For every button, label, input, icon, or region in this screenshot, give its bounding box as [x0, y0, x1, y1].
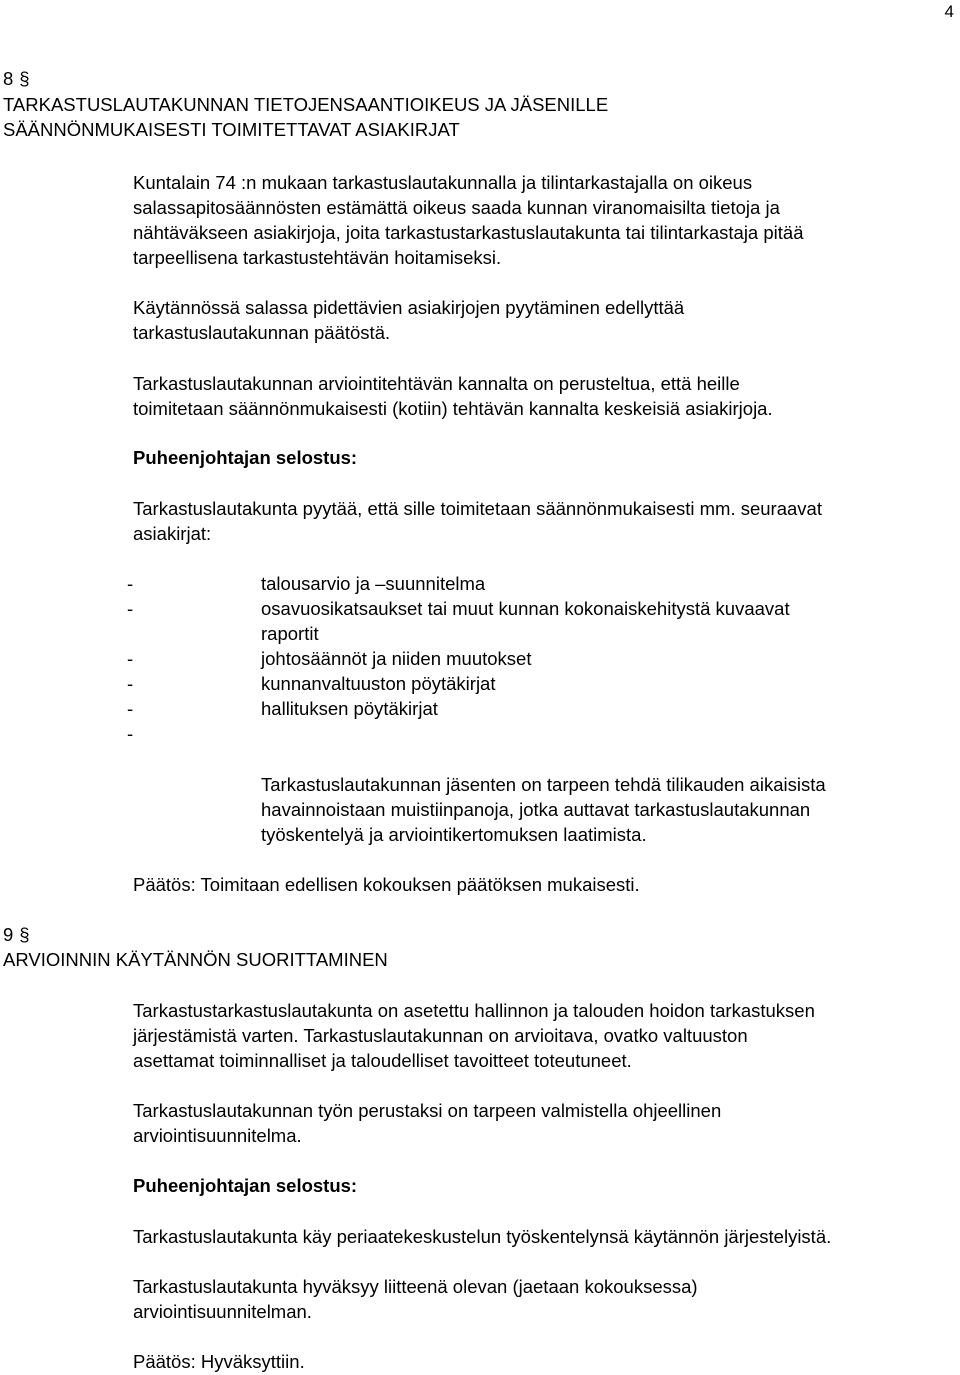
decision: Päätös: Toimitaan edellisen kokouksen päätöksen mukaisesti. [133, 874, 640, 895]
paragraph-line: järjestämistä varten. Tarkastuslautakunnan on arvioitava, ovatko valtuuston [133, 1025, 748, 1046]
note-line: havainnoistaan muistiinpanoja, jotka auttavat tarkastuslautakunnan [261, 799, 811, 820]
paragraph-line: toimitetaan säännönmukaisesti (kotiin) tehtävän kannalta keskeisiä asiakirjoja. [133, 398, 773, 419]
paragraph-line: Tarkastuslautakunta pyytää, että sille toimitetaan säännönmukaisesti mm. seuraavat [133, 498, 822, 519]
paragraph-line: salassapitosäännösten estämättä oikeus saada kunnan viranomaisilta tietoja ja [133, 197, 780, 218]
paragraph-line: nähtäväkseen asiakirjoja, joita tarkastustarkastuslautakunta tai tilintarkastaja pitää [133, 222, 804, 243]
list-item: kunnanvaltuuston pöytäkirjat [261, 673, 496, 694]
paragraph-line: Kuntalain 74 :n mukaan tarkastuslautakunnalla ja tilintarkastajalla on oikeus [133, 172, 753, 193]
paragraph-line: Tarkastuslautakunta hyväksyy liitteenä olevan (jaetaan kokouksessa) [133, 1276, 698, 1297]
chair-heading: Puheenjohtajan selostus: [133, 447, 358, 468]
paragraph-line: asettamat toiminnalliset ja taloudelliset tavoitteet toteutuneet. [133, 1050, 632, 1071]
list-dash: - [127, 673, 134, 694]
note-line: Tarkastuslautakunnan jäsenten on tarpeen tehdä tilikauden aikaisista [261, 774, 826, 795]
paragraph-line: tarpeellisena tarkastustehtävän hoitamiseksi. [133, 247, 502, 268]
section-8-title-line: TARKASTUSLAUTAKUNNAN TIETOJENSAANTIOIKEUS JA JÄSENILLE [3, 94, 609, 115]
section-symbol: § [19, 924, 30, 945]
list-dash: - [127, 698, 134, 719]
paragraph-line: Tarkastuslautakunnan työn perustaksi on tarpeen valmistella ohjeellinen [133, 1100, 722, 1121]
chair-heading: Puheenjohtajan selostus: [133, 1175, 358, 1196]
paragraph-line: Tarkastustarkastuslautakunta on asetettu hallinnon ja talouden hoidon tarkastuksen [133, 1000, 815, 1021]
page-number: 4 [944, 2, 954, 21]
decision: Päätös: Hyväksyttiin. [133, 1351, 305, 1372]
section-9-number: 9 § [3, 924, 30, 945]
list-item: johtosäännöt ja niiden muutokset [261, 648, 532, 669]
list-dash: - [127, 573, 134, 594]
paragraph-line: Tarkastuslautakunnan arviointitehtävän kannalta on perusteltua, että heille [133, 373, 740, 394]
section-symbol: § [19, 68, 30, 89]
section-9-title: ARVIOINNIN KÄYTÄNNÖN SUORITTAMINEN [3, 949, 388, 970]
list-dash: - [127, 723, 134, 744]
list-item-continuation: raportit [261, 623, 319, 644]
section-8-title-line: SÄÄNNÖNMUKAISESTI TOIMITETTAVAT ASIAKIRJAT [3, 119, 460, 140]
list-item: hallituksen pöytäkirjat [261, 698, 438, 719]
paragraph-line: arviointisuunnitelman. [133, 1301, 312, 1322]
list-item: talousarvio ja –suunnitelma [261, 573, 486, 594]
paragraph-line: arviointisuunnitelma. [133, 1125, 302, 1146]
section-8-number: 8 § [3, 68, 30, 89]
list-dash: - [127, 598, 134, 619]
note-line: työskentelyä ja arviointikertomuksen laatimista. [261, 824, 647, 845]
paragraph-line: Käytännössä salassa pidettävien asiakirjojen pyytäminen edellyttää [133, 297, 685, 318]
paragraph-line: Tarkastuslautakunta käy periaatekeskustelun työskentelynsä käytännön järjestelyistä. [133, 1226, 832, 1247]
list-item: osavuosikatsaukset tai muut kunnan kokonaiskehitystä kuvaavat [261, 598, 790, 619]
paragraph-line: asiakirjat: [133, 523, 212, 544]
paragraph-line: tarkastuslautakunnan päätöstä. [133, 322, 391, 343]
list-dash: - [127, 648, 134, 669]
